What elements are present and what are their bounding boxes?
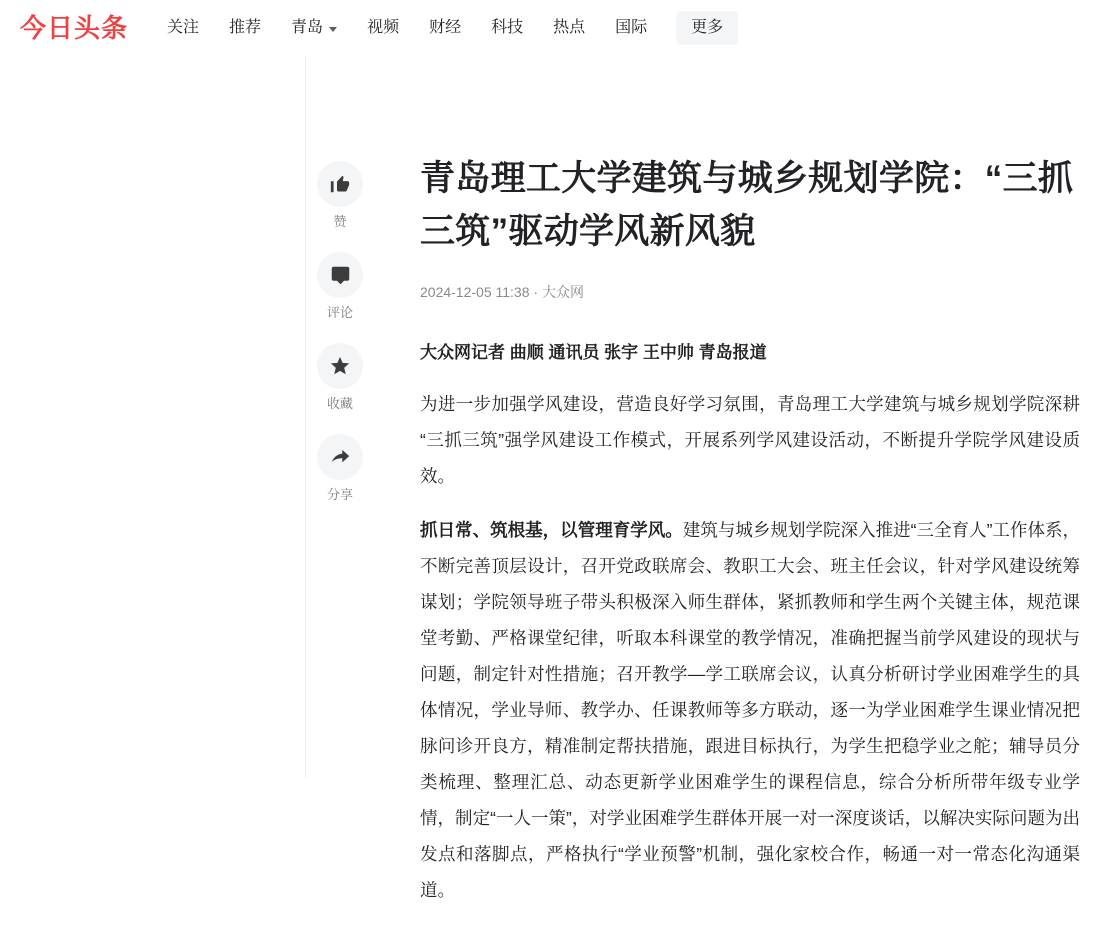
- comment-label: 评论: [326, 305, 353, 320]
- article-byline: 大众网记者 曲顺 通讯员 张宇 王中帅 青岛报道: [420, 343, 767, 362]
- article-paragraph-2-rest: 建筑与城乡规划学院深入推进“三全育人”工作体系，不断完善顶层设计，召开党政联席会、教职工大会、班主任会议，针对学风建设统筹谋划；学院领导班子带头积极深入师生群体，紧抓教师和学生两个关键主体，规范课堂考勤、严格课堂纪律，听取本科课堂的教学情况，准确把握当前学风建设的现状与问题，制定针对性措施；召开教学—学工联席会议，认真分析研讨学业困难学生的具体情况，学业导师、教学办、任课教师等多方联动，逐一为学业困难学生课业情况把脉问诊开良方，精准制定帮扶措施，跟进目标执行，为学生把稳学业之舵；辅导员分类梳理、整理汇总、动态更新学业困难学生的课程信息，综合分析所带年级专业学情，制定“一人一策”，对学业困难学生群体开展一对一深度谈话，以解决实际问题为出发点和落脚点，严格执行“学业预警”机制，强化家校合作，畅通一对一常态化沟通渠道。: [420, 520, 1081, 900]
- vertical-divider: [305, 56, 306, 778]
- article-container: [420, 152, 1080, 926]
- nav-item-label: 更多: [691, 19, 724, 36]
- star-icon: [317, 343, 363, 389]
- favorite-button[interactable]: [317, 343, 363, 412]
- site-header: [0, 0, 1111, 56]
- site-logo-text: 今日头条: [20, 13, 129, 43]
- article-action-rail: [316, 161, 364, 503]
- favorite-label: 收藏: [326, 396, 353, 411]
- nav-item-label: 科技: [491, 19, 524, 36]
- comment-icon: [317, 252, 363, 298]
- share-button[interactable]: [317, 434, 363, 503]
- nav-item-guanzhu[interactable]: [152, 12, 214, 44]
- article-paragraph-2-lead: 抓日常、筑根基，以管理育学风。: [420, 520, 683, 540]
- nav-item-label: 国际: [615, 19, 648, 36]
- nav-item-label: 财经: [429, 19, 462, 36]
- nav-item-tuijian[interactable]: [214, 12, 276, 44]
- share-icon: [317, 434, 363, 480]
- article-title: 青岛理工大学建筑与城乡规划学院：“三抓三筑”驱动学风新风貌: [420, 159, 1074, 251]
- like-button[interactable]: [317, 161, 363, 230]
- site-logo[interactable]: [18, 9, 130, 47]
- nav-item-label: 热点: [553, 19, 586, 36]
- nav-item-label: 青岛: [291, 19, 324, 36]
- article-meta: 2024-12-05 11:38 · 大众网: [420, 284, 584, 300]
- comment-button[interactable]: [317, 252, 363, 321]
- share-label: 分享: [326, 487, 353, 502]
- nav-item-label: 关注: [167, 19, 200, 36]
- article-paragraph-1: 为进一步加强学风建设，营造良好学习氛围，青岛理工大学建筑与城乡规划学院深耕“三抓三筑”强学风建设工作模式，开展系列学风建设活动，不断提升学院学风建设质效。: [420, 394, 1080, 486]
- nav-item-redian[interactable]: [538, 12, 600, 44]
- thumbs-up-icon: [317, 161, 363, 207]
- nav-item-guoji[interactable]: [600, 12, 662, 44]
- nav-item-caijing[interactable]: [414, 12, 476, 44]
- nav-item-qingdao[interactable]: [276, 12, 352, 44]
- nav-item-shipin[interactable]: [352, 12, 414, 44]
- nav-item-more[interactable]: [676, 11, 738, 45]
- main-nav: [152, 0, 738, 56]
- nav-item-keji[interactable]: [476, 12, 538, 44]
- chevron-down-icon: [329, 27, 337, 32]
- nav-item-label: 推荐: [229, 19, 262, 36]
- article-paragraph-2: [420, 512, 1080, 908]
- like-label: 赞: [333, 214, 347, 229]
- nav-item-label: 视频: [367, 19, 400, 36]
